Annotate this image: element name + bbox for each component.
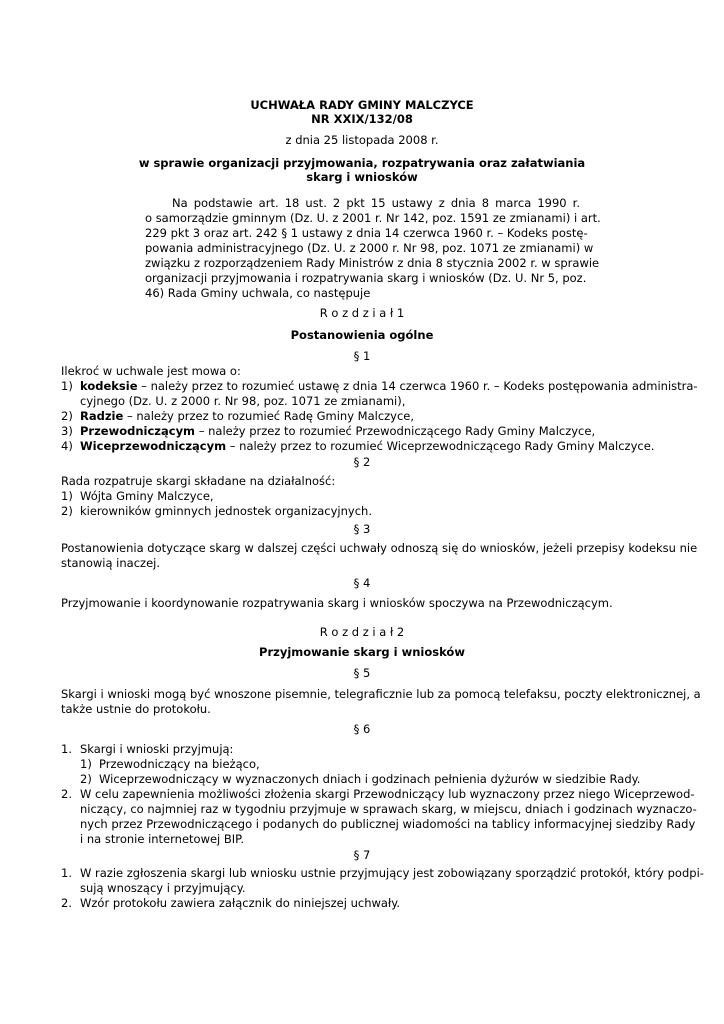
item-number: 1) bbox=[61, 379, 73, 393]
section-4-text: Przyjmowanie i koordynowanie rozpatrywania skarg i wniosków spoczywa na Przewodniczącym. bbox=[61, 596, 613, 610]
section-2-sign: § 2 bbox=[353, 455, 371, 469]
section-2-body bbox=[61, 474, 663, 519]
preamble-line: Na podstawie art. 18 ust. 2 pkt 15 ustawy z dnia 8 marca 1990 r. bbox=[172, 196, 580, 210]
section-1-body bbox=[61, 364, 698, 454]
paragraph-2 bbox=[61, 787, 697, 847]
section-6-sign: § 6 bbox=[353, 722, 371, 736]
paragraph-number: 1. bbox=[61, 742, 72, 756]
definition-item bbox=[61, 439, 663, 454]
item-number: 2) bbox=[61, 504, 73, 518]
definition-term: kodeksie bbox=[80, 379, 138, 393]
subject-line-2: skarg i wniosków bbox=[306, 170, 418, 184]
item-number: 4) bbox=[61, 439, 73, 453]
section-4-sign: § 4 bbox=[353, 576, 371, 590]
paragraph-line: W razie zgłoszenia skargi lub wniosku ustnie przyjmujący jest zobowiązany sporządzić protokół, który podpi- bbox=[80, 866, 704, 880]
section-7-body bbox=[61, 866, 704, 911]
sub-item-number: 1) bbox=[80, 757, 92, 771]
paragraph-number: 2. bbox=[61, 787, 72, 801]
section-5-line: Skargi i wnioski mogą być wnoszone pisemnie, telegraficznie lub za pomocą telefaksu, poczty elektronicznej, a bbox=[61, 687, 701, 701]
chapter-1-label: R o z d z i a ł 1 bbox=[319, 306, 405, 320]
chapter-2-label: R o z d z i a ł 2 bbox=[319, 625, 405, 639]
paragraph-line: nych przez Przewodniczącego i podanych do publicznej wiadomości na tablicy informacyjnej siedziby Rady bbox=[80, 817, 696, 831]
sub-item-text: Wiceprzewodniczący w wyznaczonych dniach i godzinach pełnienia dyżurów w siedzibie Rady. bbox=[99, 772, 641, 786]
preamble-line: 229 pkt 3 oraz art. 242 § 1 ustawy z dnia 14 czerwca 1960 r. – Kodeks postę- bbox=[145, 226, 588, 240]
definition-item bbox=[61, 424, 663, 439]
list-item-text: kierowników gminnych jednostek organizacyjnych. bbox=[80, 504, 372, 518]
preamble-line: organizacji przyjmowania i rozpatrywania skarg i wniosków (Dz. U. Nr 5, poz. bbox=[145, 271, 587, 285]
definition-item bbox=[61, 379, 698, 409]
section-2-intro: Rada rozpatruje skargi składane na działalność: bbox=[61, 474, 336, 488]
definition-term: Radzie bbox=[80, 409, 124, 423]
definition-line bbox=[80, 379, 698, 394]
paragraph-line: i na stronie internetowej BIP. bbox=[80, 832, 244, 846]
section-3-line: stanowią inaczej. bbox=[61, 556, 160, 570]
paragraph-line: sują wnoszący i przyjmujący. bbox=[80, 881, 246, 895]
paragraph-number: 1. bbox=[61, 866, 72, 880]
chapter-2-title: Przyjmowanie skarg i wniosków bbox=[259, 645, 465, 659]
definition-item bbox=[61, 409, 663, 424]
paragraph-text: Skargi i wnioski przyjmują: bbox=[80, 742, 234, 756]
preamble-line: związku z rozporządzeniem Rady Ministrów z dnia 8 stycznia 2002 r. w sprawie bbox=[145, 256, 600, 270]
paragraph-1 bbox=[61, 742, 663, 757]
definition-term: Wiceprzewodniczącym bbox=[80, 439, 227, 453]
preamble bbox=[145, 196, 601, 301]
item-number: 2) bbox=[61, 409, 73, 423]
section-5-body bbox=[61, 687, 701, 717]
sub-item-number: 2) bbox=[80, 772, 92, 786]
definition-line-2: cyjnego (Dz. U. z 2000 r. Nr 98, poz. 1071 ze zmianami), bbox=[80, 394, 406, 408]
title-line-1: UCHWAŁA RADY GMINY MALCZYCE bbox=[250, 98, 474, 112]
section-1-sign: § 1 bbox=[353, 349, 371, 363]
document-date: z dnia 25 listopada 2008 r. bbox=[285, 133, 439, 147]
section-5-sign: § 5 bbox=[353, 666, 371, 680]
list-item bbox=[61, 504, 663, 519]
preamble-line: o samorządzie gminnym (Dz. U. z 2001 r. Nr 142, poz. 1591 ze zmianami) i art. bbox=[145, 211, 601, 225]
section-5-line: także ustnie do protokołu. bbox=[61, 702, 211, 716]
definition-text: – należy przez to rozumieć Przewodniczącego Rady Gminy Malczyce, bbox=[195, 424, 596, 438]
item-number: 3) bbox=[61, 424, 73, 438]
subject-line-1: w sprawie organizacji przyjmowania, rozpatrywania oraz załatwiania bbox=[138, 156, 586, 170]
section-3-line: Postanowienia dotyczące skarg w dalszej części uchwały odnoszą się do wniosków, jeżeli przepisy kodeksu nie bbox=[61, 541, 698, 555]
paragraph-line: W celu zapewnienia możliwości złożenia skargi Przewodniczący lub wyznaczony przez niego Wiceprzewod- bbox=[80, 787, 695, 801]
paragraph-2 bbox=[61, 896, 663, 911]
chapter-1-title: Postanowienia ogólne bbox=[290, 328, 434, 342]
list-item bbox=[61, 489, 663, 504]
paragraph-line: niczący, co najmniej raz w tygodniu przyjmuje w sprawach skarg, w miejscu, dniach i godzinach wyznaczo- bbox=[80, 802, 697, 816]
item-number: 1) bbox=[61, 489, 73, 503]
paragraph-number: 2. bbox=[61, 896, 72, 910]
sub-item-text: Przewodniczący na bieżąco, bbox=[99, 757, 260, 771]
section-6-body bbox=[61, 742, 697, 847]
definition-text: – należy przez to rozumieć Radę Gminy Malczyce, bbox=[123, 409, 415, 423]
section-7-sign: § 7 bbox=[353, 848, 371, 862]
document-title bbox=[0, 98, 724, 126]
section-1-intro: Ilekroć w uchwale jest mowa o: bbox=[61, 364, 241, 378]
title-line-2: NR XXIX/132/08 bbox=[311, 112, 413, 126]
document-subject bbox=[0, 156, 724, 184]
definition-term: Przewodniczącym bbox=[80, 424, 196, 438]
list-item-text: Wójta Gminy Malczyce, bbox=[80, 489, 214, 503]
section-3-sign: § 3 bbox=[353, 522, 371, 536]
paragraph-1 bbox=[61, 866, 704, 896]
paragraph-text: Wzór protokołu zawiera załącznik do niniejszej uchwały. bbox=[80, 896, 401, 910]
sub-item bbox=[61, 757, 663, 772]
preamble-line: powania administracyjnego (Dz. U. z 2000 r. Nr 98, poz. 1071 ze zmianami) w bbox=[145, 241, 594, 255]
sub-item bbox=[61, 772, 663, 787]
definition-text: – należy przez to rozumieć Wiceprzewodniczącego Rady Gminy Malczyce. bbox=[226, 439, 655, 453]
section-3-body bbox=[61, 541, 698, 571]
definition-text: – należy przez to rozumieć ustawę z dnia 14 czerwca 1960 r. – Kodeks postępowania administra- bbox=[137, 379, 698, 393]
preamble-line: 46) Rada Gminy uchwala, co następuje bbox=[145, 286, 371, 300]
